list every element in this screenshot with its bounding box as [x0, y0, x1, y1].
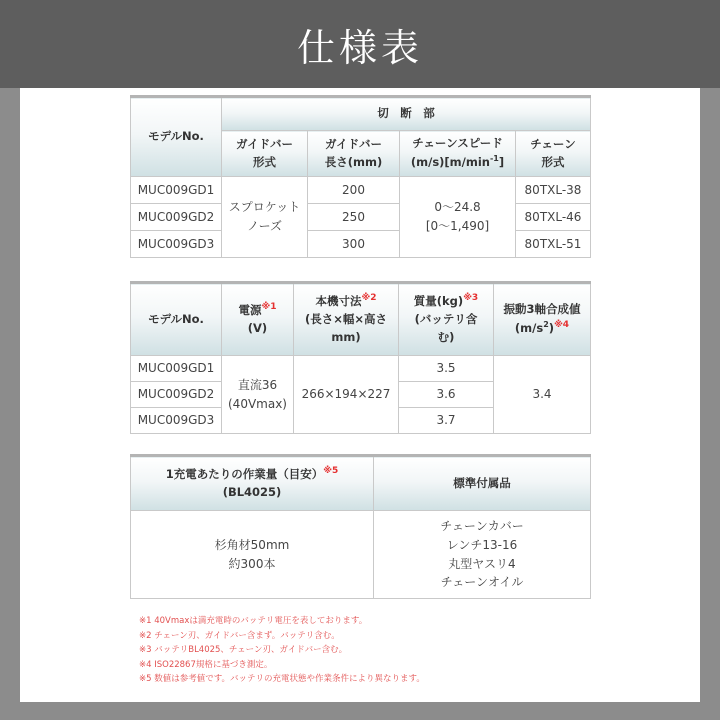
accessories-cell: [374, 511, 591, 599]
mass-header: 質量(kg)$^{※3}$ (バッテリ含 む): [399, 283, 494, 356]
mass-cell: 3.7: [399, 408, 494, 434]
cutting-group-header: 切 断 部: [222, 97, 591, 131]
accessory-item: レンチ13-16: [446, 537, 518, 552]
accessory-item: 丸型ヤスリ4: [448, 556, 516, 571]
chain-speed-cell: 0～24.8 [0～1,490]: [400, 177, 516, 258]
work-amount-header: 1充電あたりの作業量（目安）$^{※5}$ (BL4025): [131, 456, 374, 511]
footnote: ※3 バッテリBL4025、チェーン刃、ガイドバー含む。: [139, 645, 348, 655]
model-header: モデルNo.: [131, 283, 222, 356]
accessory-item: チェーンオイル: [440, 575, 524, 590]
power-cell: 直流36 (40Vmax): [222, 356, 294, 434]
vibration-cell: 3.4: [494, 356, 591, 434]
accessories-header: 標準付属品: [374, 456, 591, 511]
bar-type-cell: スプロケット ノーズ: [222, 177, 308, 258]
accessory-item: チェーンカバー: [440, 519, 524, 534]
chain-type-cell: 80TXL-38: [516, 177, 591, 204]
model-cell: MUC009GD3: [131, 408, 222, 434]
power-header: 電源$^{※1}$ (V): [222, 283, 294, 356]
cutting-spec-table: [130, 95, 591, 258]
footnote: ※5 数値は参考値です。バッテリの充電状態や作業条件により異なります。: [139, 674, 425, 684]
chain-speed-header: チェーンスピード $(m/s)[m/\min^{-1}]$: [400, 131, 516, 177]
bar-length-header: ガイドバー 長さ(mm): [308, 131, 400, 177]
vibration-header: 振動3軸合成値 $(m/s^2)^{※4}$: [494, 283, 591, 356]
model-cell: MUC009GD2: [131, 382, 222, 408]
chain-type-cell: 80TXL-46: [516, 204, 591, 231]
spec-panel: [20, 88, 700, 702]
dimensions-cell: 266×194×227: [294, 356, 399, 434]
footnote: ※2 チェーン刃、ガイドバー含まず。バッテリ含む。: [139, 630, 340, 641]
model-cell: MUC009GD1: [131, 356, 222, 382]
page-header: [0, 0, 720, 88]
bar-length-cell: 250: [308, 204, 400, 231]
model-cell: MUC009GD3: [131, 231, 222, 258]
dimensions-header: 本機寸法$^{※2}$ (長さ×幅×高さ mm): [294, 283, 399, 356]
footnote: ※1 40Vmaxは満充電時のバッテリ電圧を表しております。: [139, 616, 368, 626]
model-cell: MUC009GD1: [131, 177, 222, 204]
model-cell: MUC009GD2: [131, 204, 222, 231]
work-accessories-table: [130, 454, 591, 599]
footnotes: [139, 614, 425, 687]
work-amount-cell: 杉角材50mm 約300本: [131, 511, 374, 599]
footnote: ※4 ISO22867規格に基づき測定。: [139, 659, 273, 670]
bar-type-header: ガイドバー 形式: [222, 131, 308, 177]
mass-cell: 3.6: [399, 382, 494, 408]
chain-type-cell: 80TXL-51: [516, 231, 591, 258]
page-title: 仕様表: [296, 25, 423, 70]
mass-cell: 3.5: [399, 356, 494, 382]
chain-type-header: チェーン 形式: [516, 131, 591, 177]
bar-length-cell: 200: [308, 177, 400, 204]
body-spec-table: [130, 281, 591, 434]
model-header: モデルNo.: [131, 97, 222, 177]
bar-length-cell: 300: [308, 231, 400, 258]
